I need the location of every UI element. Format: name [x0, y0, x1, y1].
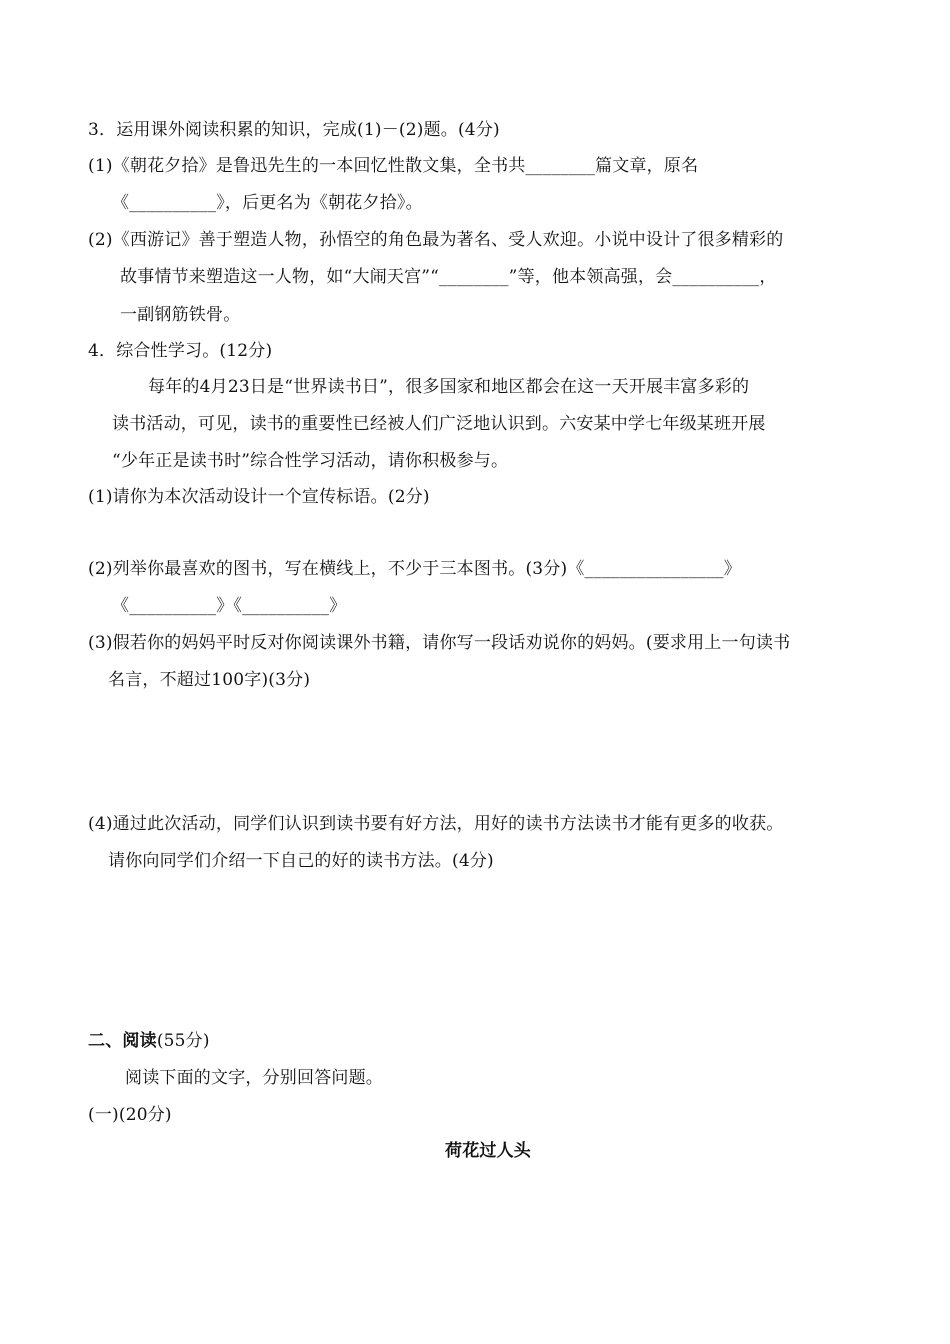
q3-part2-line1: (2)《西游记》善于塑造人物，孙悟空的角色最为著名、受人欢迎。小说中设计了很多精彩的 [88, 230, 784, 250]
section2-heading-score: (55分) [156, 1031, 210, 1051]
section2-heading [88, 1029, 210, 1053]
q4-intro-line1: 每年的4月23日是“世界读书日”，很多国家和地区都会在这一天开展丰富多彩的 [148, 377, 750, 397]
q4-sub3-line2: 名言，不超过100字)(3分) [108, 670, 311, 690]
q3-heading: 3．运用课外阅读积累的知识，完成(1)－(2)题。(4分) [88, 120, 500, 140]
q4-sub4-line1: (4)通过此次活动，同学们认识到读书要有好方法，用好的读书方法读书才能有更多的收获。 [88, 814, 784, 834]
q4-sub1: (1)请你为本次活动设计一个宣传标语。(2分) [88, 487, 430, 507]
section2-part1: (一)(20分) [88, 1105, 172, 1125]
q4-intro-line3: “少年正是读书时”综合性学习活动，请你积极参与。 [112, 451, 509, 471]
passage-title: 荷花过人头 [445, 1141, 531, 1161]
section2-heading-label: 二、阅读 [88, 1031, 157, 1051]
q4-sub2-line1: (2)列举你最喜欢的图书，写在横线上，不少于三本图书。(3分)《________________》 [88, 559, 741, 579]
q3-part1-line1: (1)《朝花夕拾》是鲁迅先生的一本回忆性散文集，全书共________篇文章，原名 [88, 156, 699, 176]
q3-part2-line3: 一副钢筋铁骨。 [120, 305, 241, 325]
section2-instruction: 阅读下面的文字，分别回答问题。 [125, 1068, 383, 1088]
q4-sub2-line2: 《__________》《__________》 [112, 596, 347, 616]
q3-part2-line2: 故事情节来塑造这一人物，如“大闹天宫”“________”等，他本领高强，会__________， [120, 267, 777, 287]
q3-part1-line2: 《__________》，后更名为《朝花夕拾》。 [112, 193, 423, 213]
q4-sub3-line1: (3)假若你的妈妈平时反对你阅读课外书籍，请你写一段话劝说你的妈妈。(要求用上一句读书 [88, 633, 791, 653]
q4-sub4-line2: 请你向同学们介绍一下自己的好的读书方法。(4分) [108, 851, 494, 871]
q4-intro-line2: 读书活动，可见，读书的重要性已经被人们广泛地认识到。六安某中学七年级某班开展 [112, 414, 766, 434]
q4-heading: 4．综合性学习。(12分) [88, 341, 273, 361]
